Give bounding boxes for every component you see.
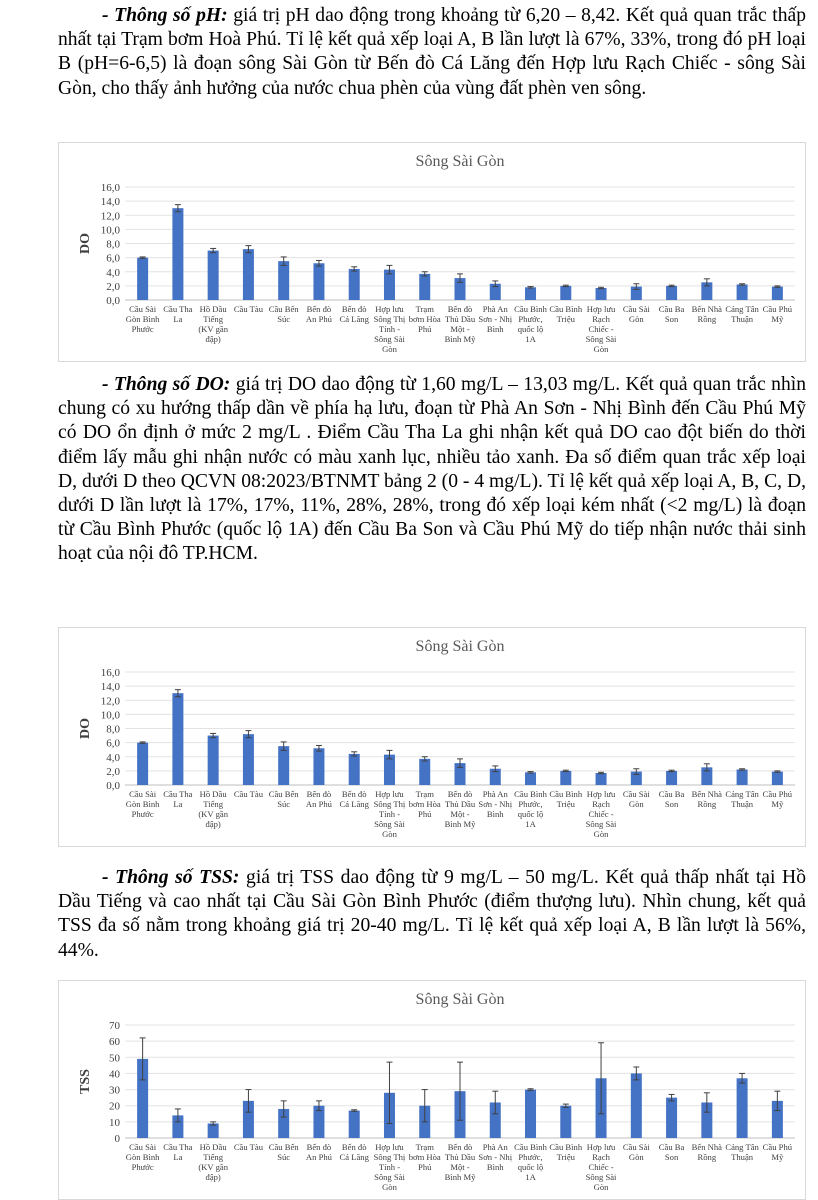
paragraph-tss <box>58 866 806 963</box>
x-tick-line: Cầu Ba <box>658 1142 685 1152</box>
paragraph-ph-text: giá trị pH dao động trong khoảng từ 6,20 – 8,42. Kết quả quan trắc thấp nhất tại Trạm bơm Hoà Phú. Tỉ lệ kết quả xếp loại A, B lần lượt là 67%, 33%, trong đó pH loại B (pH=6-6,5) là đoạn sông Sài Gòn từ Bến đò Cá Lăng đến Hợp lưu Rạch Chiếc - sông Sài Gòn, cho thấy ảnh hưởng của nước chua phèn của vùng đất phèn ven sông. <box>58 5 806 99</box>
x-tick-label <box>549 1142 582 1162</box>
bar <box>631 1073 642 1138</box>
x-tick-label <box>586 1142 617 1192</box>
x-tick-line: Cầu Phú <box>762 789 793 799</box>
x-tick-line: Hồ Dầu <box>199 789 227 799</box>
x-tick-line: Sông Sài <box>585 334 617 344</box>
y-tick-label: 0 <box>114 1133 120 1145</box>
x-tick-label <box>340 1142 370 1162</box>
paragraph-do-lead: - Thông số DO: <box>102 374 231 395</box>
y-tick-label: 0,0 <box>106 780 120 792</box>
x-tick-line: Sông Thị <box>373 314 406 324</box>
x-tick-line: quốc lộ <box>517 809 544 819</box>
x-tick-label <box>445 304 477 344</box>
bar <box>243 249 254 300</box>
x-tick-label <box>549 789 582 809</box>
x-tick-line: Triệu <box>556 314 575 324</box>
y-tick-label: 14,0 <box>100 196 120 209</box>
x-tick-label <box>692 1142 722 1162</box>
x-tick-line: Gòn Bình <box>125 1152 160 1162</box>
y-tick-label: 8,0 <box>106 238 120 251</box>
y-tick-label: 16,0 <box>100 182 120 194</box>
x-tick-label <box>126 304 160 334</box>
x-tick-line: Hồ Dầu <box>199 304 227 314</box>
do-chart-2 <box>58 627 806 847</box>
bar <box>666 286 677 300</box>
y-tick-label: 12,0 <box>100 695 120 708</box>
x-tick-line: Bến đò <box>341 789 367 799</box>
x-tick-line: Bến đò <box>447 1142 473 1152</box>
x-tick-label <box>234 1142 264 1152</box>
x-tick-label <box>478 304 512 334</box>
x-tick-line: Cầu Bình <box>514 789 547 799</box>
x-tick-line: Cảng Tân <box>725 1142 759 1152</box>
x-tick-line: Gòn <box>382 344 397 354</box>
bar <box>419 274 430 300</box>
x-tick-label <box>409 304 441 334</box>
x-tick-line: Bình Mỹ <box>444 334 476 344</box>
x-tick-label <box>659 304 685 324</box>
x-tick-line: La <box>173 314 183 324</box>
y-tick-label: 70 <box>109 1020 120 1032</box>
x-tick-line: Bình <box>486 324 504 334</box>
x-tick-line: Chiếc - <box>588 809 614 819</box>
x-tick-line: Cầu Sài <box>129 789 157 799</box>
x-tick-line: An Phú <box>305 1152 332 1162</box>
paragraph-ph <box>58 4 806 101</box>
x-tick-line: Thuận <box>731 314 754 324</box>
bar <box>349 1111 360 1138</box>
tss-chart <box>58 980 806 1200</box>
y-tick-label: 8,0 <box>106 723 120 736</box>
x-tick-line: Bình <box>486 1162 504 1172</box>
x-tick-line: Son <box>664 314 679 324</box>
x-tick-line: Bến Nhà <box>691 304 722 314</box>
x-tick-line: Sơn - Nhị <box>478 314 513 324</box>
x-tick-line: Cầu Bình <box>549 304 583 314</box>
bar <box>278 261 289 300</box>
x-tick-label <box>763 789 793 809</box>
x-tick-line: Phà An <box>482 789 508 799</box>
x-tick-line: Bến đò <box>341 304 367 314</box>
bar <box>137 743 148 785</box>
x-tick-label <box>514 789 547 829</box>
chart-title: Sông Sài Gòn <box>415 153 505 170</box>
x-tick-line: Hợp lưu <box>586 789 616 799</box>
x-tick-label <box>234 304 264 314</box>
bar <box>419 759 430 785</box>
bar <box>137 258 148 300</box>
x-tick-label <box>623 304 651 324</box>
x-tick-line: Trạm <box>415 789 434 799</box>
y-tick-label: 0,0 <box>106 295 120 307</box>
x-tick-label <box>306 1142 333 1162</box>
x-tick-line: Súc <box>277 799 291 809</box>
x-tick-line: Gòn <box>593 344 609 354</box>
x-tick-line: Phước <box>131 324 154 334</box>
x-tick-line: Rồng <box>697 1152 717 1162</box>
x-tick-line: Bến đò <box>447 304 473 314</box>
x-tick-label <box>445 789 477 829</box>
x-tick-label <box>126 789 160 819</box>
x-tick-line: Mỹ <box>771 1152 784 1162</box>
x-tick-label <box>725 1142 759 1162</box>
x-tick-line: Sơn - Nhị <box>478 1152 513 1162</box>
x-tick-line: Cảng Tân <box>725 789 759 799</box>
x-tick-line: Son <box>664 799 679 809</box>
chart-svg <box>59 143 805 361</box>
x-tick-line: Rạch <box>592 314 610 324</box>
x-tick-line: Gòn <box>628 314 644 324</box>
y-tick-label: 16,0 <box>100 667 120 679</box>
x-tick-line: Phú <box>418 809 432 819</box>
x-tick-line: Phước <box>131 809 154 819</box>
y-tick-label: 14,0 <box>100 681 120 694</box>
y-tick-label: 6,0 <box>106 737 120 750</box>
bar <box>772 287 783 300</box>
x-tick-line: Triệu <box>556 1152 575 1162</box>
x-tick-label <box>234 789 264 799</box>
x-tick-line: Hợp lưu <box>586 304 616 314</box>
y-tick-label: 2,0 <box>106 765 120 778</box>
x-tick-line: Gòn <box>593 829 609 839</box>
bar <box>560 1106 571 1138</box>
x-tick-label <box>725 789 759 809</box>
y-tick-label: 10,0 <box>100 224 120 237</box>
y-tick-label: 4,0 <box>106 266 120 279</box>
x-tick-line: đập) <box>205 334 221 344</box>
x-tick-line: An Phú <box>305 799 332 809</box>
bar <box>349 269 360 300</box>
chart-title: Sông Sài Gòn <box>415 991 505 1008</box>
x-tick-line: (KV gần <box>198 1162 229 1172</box>
x-tick-line: Cầu Tàu <box>233 789 264 799</box>
x-tick-line: Rồng <box>697 314 717 324</box>
x-tick-line: 1A <box>525 819 536 829</box>
y-tick-label: 6,0 <box>106 252 120 265</box>
x-tick-line: Sông Sài <box>585 819 617 829</box>
x-tick-line: Bến đò <box>306 789 332 799</box>
x-tick-label <box>478 789 512 819</box>
x-tick-line: Rạch <box>592 1152 610 1162</box>
x-tick-line: Cầu Bến <box>268 1142 299 1152</box>
x-tick-line: Sông Sài <box>585 1172 617 1182</box>
bar <box>525 1090 536 1138</box>
x-tick-label <box>659 1142 685 1162</box>
x-tick-line: Một - <box>450 1162 470 1172</box>
y-tick-label: 40 <box>109 1068 120 1081</box>
x-tick-label <box>163 789 192 809</box>
x-tick-line: Sông Thị <box>373 799 406 809</box>
x-tick-line: Sông Sài <box>374 334 405 344</box>
x-tick-line: Hợp lưu <box>375 304 404 314</box>
x-tick-line: Cầu Bình <box>514 1142 547 1152</box>
x-tick-line: Cầu Ba <box>658 304 685 314</box>
x-tick-line: Cầu Bình <box>514 304 547 314</box>
x-tick-line: Gòn <box>628 1152 644 1162</box>
x-tick-line: Cầu Sài <box>622 789 650 799</box>
y-tick-label: 20 <box>109 1100 120 1113</box>
bar <box>313 263 324 300</box>
bar <box>772 772 783 785</box>
x-tick-line: Cầu Tàu <box>233 304 264 314</box>
x-tick-line: Tiếng <box>203 314 224 324</box>
x-tick-label <box>126 1142 160 1172</box>
x-tick-line: Thủ Dầu <box>444 799 476 809</box>
x-tick-line: Thủ Dầu <box>444 1152 476 1162</box>
x-tick-line: 1A <box>525 1172 536 1182</box>
bar <box>560 771 571 785</box>
x-tick-line: Gòn <box>382 829 397 839</box>
x-tick-line: Cầu Tàu <box>233 1142 264 1152</box>
x-tick-line: Cầu Sài <box>622 304 650 314</box>
x-tick-line: Trạm <box>415 304 434 314</box>
x-tick-line: Chiếc - <box>588 1162 614 1172</box>
x-tick-line: bơm Hòa <box>408 799 441 809</box>
x-tick-line: Hợp lưu <box>375 1142 404 1152</box>
x-tick-line: Súc <box>277 314 291 324</box>
x-tick-line: Cầu Ba <box>658 789 685 799</box>
x-tick-line: Bến Nhà <box>691 789 722 799</box>
x-tick-line: Cầu Sài <box>129 1142 157 1152</box>
bar <box>525 287 536 300</box>
x-tick-line: Tiếng <box>203 799 224 809</box>
x-tick-label <box>623 789 651 809</box>
bar <box>208 251 219 300</box>
x-tick-line: Chiếc - <box>588 324 614 334</box>
x-tick-line: Sông Thị <box>373 1152 406 1162</box>
x-tick-line: Phú <box>418 1162 432 1172</box>
bar <box>737 1078 748 1138</box>
y-tick-label: 60 <box>109 1036 120 1049</box>
x-tick-line: Bến đò <box>306 1142 332 1152</box>
x-tick-line: Cầu Sài <box>622 1142 650 1152</box>
x-tick-line: Bình <box>486 809 504 819</box>
chart-title: Sông Sài Gòn <box>415 638 505 655</box>
x-tick-line: Phà An <box>482 1142 508 1152</box>
x-tick-line: Bến Nhà <box>691 1142 722 1152</box>
x-tick-label <box>478 1142 512 1172</box>
bar <box>278 746 289 785</box>
x-tick-label <box>586 304 617 354</box>
x-tick-label <box>725 304 759 324</box>
x-tick-label <box>269 789 300 809</box>
x-tick-label <box>445 1142 477 1182</box>
y-axis-label: DO <box>78 233 93 254</box>
x-tick-line: Phà An <box>482 304 508 314</box>
x-tick-line: Cầu Phú <box>762 1142 793 1152</box>
bar <box>313 748 324 785</box>
x-tick-line: Rạch <box>592 799 610 809</box>
y-tick-label: 30 <box>109 1084 120 1097</box>
x-tick-line: Cầu Tha <box>163 1142 193 1152</box>
x-tick-line: Gòn <box>593 1182 609 1192</box>
x-tick-line: Gòn Bình <box>125 314 160 324</box>
x-tick-line: (KV gần <box>198 324 229 334</box>
x-tick-line: Tiếng <box>203 1152 224 1162</box>
paragraph-ph-lead: - Thông số pH: <box>102 5 228 26</box>
x-tick-line: Gòn <box>382 1182 397 1192</box>
x-tick-line: Sơn - Nhị <box>478 799 513 809</box>
bar <box>596 773 607 785</box>
x-tick-line: Thuận <box>731 799 754 809</box>
x-tick-line: Gòn Bình <box>125 799 160 809</box>
x-tick-line: Hồ Dầu <box>199 1142 227 1152</box>
x-tick-line: Cầu Tha <box>163 789 193 799</box>
bar <box>525 772 536 785</box>
x-tick-line: bơm Hòa <box>408 1152 441 1162</box>
y-tick-label: 2,0 <box>106 280 120 293</box>
x-tick-label <box>306 789 333 809</box>
x-tick-line: Bến đò <box>447 789 473 799</box>
bar <box>172 208 183 300</box>
bar <box>560 286 571 300</box>
bar <box>737 284 748 300</box>
bar <box>208 1123 219 1138</box>
x-tick-line: Cầu Tha <box>163 304 193 314</box>
chart-svg <box>59 981 805 1199</box>
x-tick-label <box>659 789 685 809</box>
x-tick-line: Gòn <box>628 799 644 809</box>
x-tick-line: đập) <box>205 819 221 829</box>
x-tick-line: Tính - <box>378 324 401 334</box>
x-tick-label <box>198 304 228 344</box>
x-tick-label <box>692 789 722 809</box>
x-tick-label <box>549 304 582 324</box>
x-tick-line: Một - <box>450 809 470 819</box>
y-axis-label: DO <box>78 718 93 739</box>
x-tick-line: Phước <box>131 1162 154 1172</box>
y-tick-label: 50 <box>109 1052 120 1065</box>
x-tick-label <box>763 1142 793 1162</box>
bar <box>666 771 677 785</box>
x-tick-line: Cầu Phú <box>762 304 793 314</box>
x-tick-line: Hợp lưu <box>586 1142 616 1152</box>
x-tick-line: quốc lộ <box>517 1162 544 1172</box>
x-tick-label <box>269 304 300 324</box>
x-tick-line: Phước, <box>518 314 543 324</box>
x-tick-line: Phú <box>418 324 432 334</box>
x-tick-line: Cá Lăng <box>339 1152 369 1162</box>
x-tick-line: Súc <box>277 1152 291 1162</box>
x-tick-line: Một - <box>450 324 470 334</box>
x-tick-line: 1A <box>525 334 536 344</box>
bar <box>596 288 607 300</box>
x-tick-line: (KV gần <box>198 809 229 819</box>
x-tick-label <box>514 304 547 344</box>
paragraph-tss-text: giá trị TSS dao động từ 9 mg/L – 50 mg/L. Kết quả thấp nhất tại Hồ Dầu Tiếng và cao nhất tại Cầu Sài Gòn Bình Phước (điểm thượng lưu). Nhìn chung, kết quả TSS đa số nằm trong khoảng giá trị 20-40 mg/L. Tỉ lệ kết quả xếp loại A, B lần lượt là 56%, 44%. <box>58 867 806 961</box>
x-tick-line: Triệu <box>556 799 575 809</box>
x-tick-line: Bến đò <box>341 1142 367 1152</box>
y-tick-label: 10 <box>109 1116 120 1129</box>
x-tick-line: Son <box>664 1152 679 1162</box>
x-tick-line: quốc lộ <box>517 324 544 334</box>
x-tick-line: Trạm <box>415 1142 434 1152</box>
x-tick-line: Phước, <box>518 799 543 809</box>
x-tick-line: Tính - <box>378 809 401 819</box>
x-tick-line: Cảng Tân <box>725 304 759 314</box>
bar <box>208 736 219 785</box>
y-axis-label: TSS <box>78 1069 93 1094</box>
paragraph-tss-lead: - Thông số TSS: <box>102 867 240 888</box>
x-tick-line: Phước, <box>518 1152 543 1162</box>
x-tick-label <box>198 1142 228 1182</box>
x-tick-label <box>374 789 406 839</box>
x-tick-line: Cầu Bình <box>549 789 583 799</box>
x-tick-label <box>623 1142 651 1162</box>
x-tick-line: Thuận <box>731 1152 754 1162</box>
x-tick-line: Cá Lăng <box>339 314 369 324</box>
y-tick-label: 4,0 <box>106 751 120 764</box>
x-tick-label <box>374 1142 406 1192</box>
x-tick-line: An Phú <box>305 314 332 324</box>
x-tick-line: La <box>173 1152 183 1162</box>
x-tick-label <box>269 1142 300 1162</box>
x-tick-label <box>374 304 406 354</box>
bar <box>666 1098 677 1138</box>
x-tick-line: Cầu Bến <box>268 789 299 799</box>
x-tick-line: bơm Hòa <box>408 314 441 324</box>
x-tick-label <box>163 304 192 324</box>
x-tick-label <box>409 1142 441 1172</box>
x-tick-line: Cá Lăng <box>339 799 369 809</box>
x-tick-label <box>409 789 441 819</box>
x-tick-label <box>586 789 617 839</box>
x-tick-line: Mỹ <box>771 799 784 809</box>
x-tick-line: Cầu Bình <box>549 1142 583 1152</box>
x-tick-line: Sông Sài <box>374 819 405 829</box>
x-tick-line: Hợp lưu <box>375 789 404 799</box>
x-tick-label <box>306 304 333 324</box>
x-tick-label <box>340 789 370 809</box>
x-tick-line: Mỹ <box>771 314 784 324</box>
x-tick-line: Cầu Sài <box>129 304 157 314</box>
x-tick-label <box>514 1142 547 1182</box>
paragraph-do <box>58 373 806 567</box>
x-tick-label <box>198 789 228 829</box>
bar <box>737 769 748 785</box>
x-tick-label <box>163 1142 192 1162</box>
x-tick-line: Cầu Bến <box>268 304 299 314</box>
chart-svg <box>59 628 805 846</box>
x-tick-line: Bình Mỹ <box>444 819 476 829</box>
x-tick-line: Sông Sài <box>374 1172 405 1182</box>
do-chart-1 <box>58 142 806 362</box>
x-tick-label <box>692 304 722 324</box>
x-tick-line: Bến đò <box>306 304 332 314</box>
x-tick-line: Rồng <box>697 799 717 809</box>
y-tick-label: 12,0 <box>100 210 120 223</box>
bar <box>349 754 360 785</box>
y-tick-label: 10,0 <box>100 709 120 722</box>
x-tick-line: Bình Mỹ <box>444 1172 476 1182</box>
x-tick-line: Thủ Dầu <box>444 314 476 324</box>
x-tick-line: Tính - <box>378 1162 401 1172</box>
x-tick-label <box>340 304 370 324</box>
x-tick-line: đập) <box>205 1172 221 1182</box>
paragraph-do-text: giá trị DO dao động từ 1,60 mg/L – 13,03 mg/L. Kết quả quan trắc nhìn chung có xu hướng thấp dần về phía hạ lưu, đoạn từ Phà An Sơn - Nhị Bình đến Cầu Phú Mỹ có DO ổn định ở mức 2 mg/L . Điểm Cầu Tha La ghi nhận kết quả DO cao đột biến do thời điểm lấy mẫu ghi nhận nước có màu xanh lục, nhiều tảo xanh. Đa số điểm quan trắc xếp loại D, dưới D theo QCVN 08:2023/BTNMT bảng 2 (0 - 4 mg/L). Tỉ lệ kết quả xếp loại A, B, C, D, dưới D lần lượt là 17%, 17%, 11%, 28%, 28%, trong đó xếp loại kém nhất (<2 mg/L) là đoạn từ Cầu Bình Phước (quốc lộ 1A) đến Cầu Ba Son và Cầu Phú Mỹ do tiếp nhận nước thải sinh hoạt của nội đô TP.HCM. <box>58 374 806 565</box>
x-tick-label <box>763 304 793 324</box>
bar <box>172 693 183 785</box>
bar <box>243 734 254 785</box>
x-tick-line: La <box>173 799 183 809</box>
